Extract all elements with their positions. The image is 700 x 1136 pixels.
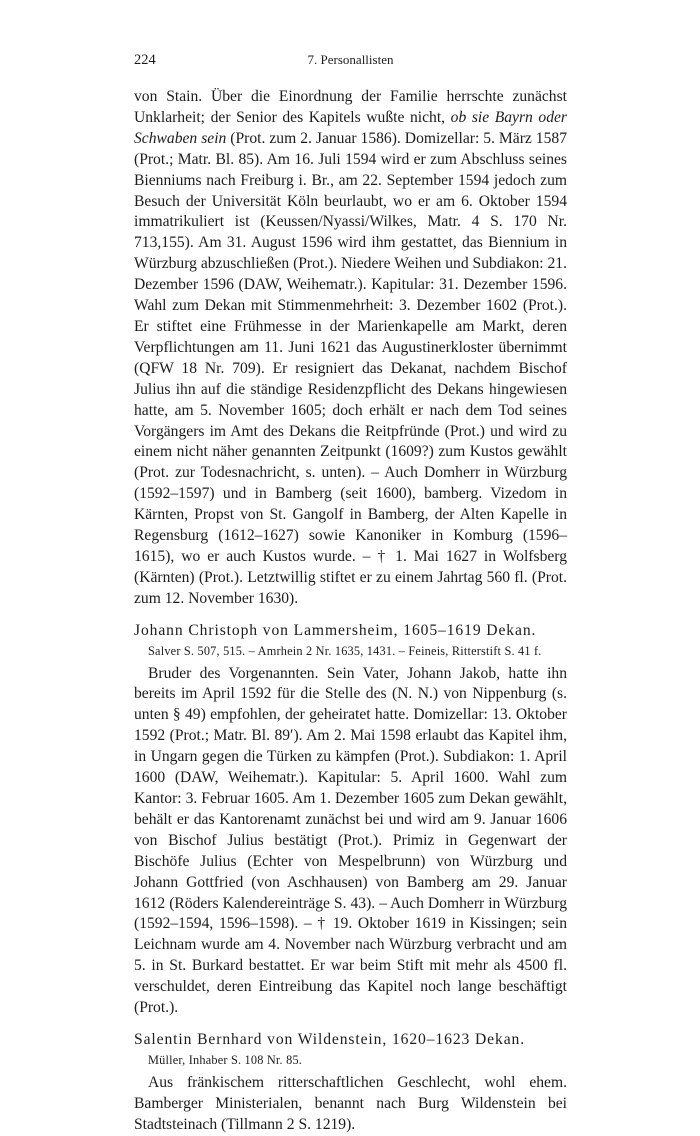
continued-paragraph [134,87,567,610]
page-number: 224 [134,52,156,68]
entry-heading-lammersheim: Johann Christoph von Lammersheim, 1605–1619 Dekan. [134,621,537,639]
text-run: von Stain. Über die Einordnung der Familie herrschte zunächst Unklarheit; der Senior des Kapitels wußte nicht, [134,88,567,126]
italic-quote: ob sie Bayrn oder Schwaben sein [134,108,567,147]
running-head: 7. Personallisten [307,52,394,67]
entry-references-wildenstein: Müller, Inhaber S. 108 Nr. 85. [148,1052,303,1067]
page-header [134,52,567,72]
entry-references-lammersheim: Salver S. 507, 515. – Amrhein 2 Nr. 1635, 1431. – Feineis, Ritterstift S. 41 f. [148,643,542,658]
page-content [134,87,567,1136]
entry-heading-wildenstein: Salentin Bernhard von Wildenstein, 1620–1623 Dekan. [134,1030,526,1048]
text-run: (Prot. zum 2. Januar 1586). Domizellar: 5. März 1587 (Prot.; Matr. Bl. 85). Am 16. Juli 1594 wird er zum Abschluss seines Bienniums nach Freiburg i. Br., am 22. September 1594 jedoch zum Besuch der Universität Köln beurlaubt, wo er am 6. Oktober 1594 immatrikuliert ist (Keussen/Nyassi/Wilkes, Matr. 4 S. 170 Nr. 713,155). Am 31. August 1596 wird ihm gestattet, das Biennium in Würzburg abzuschließen (Prot.). Niedere Weihen und Subdiakon: 21. Dezember 1596 (DAW, Weihematr.). Kapitular: 31. Dezember 1596. Wahl zum Dekan mit Stimmenmehrheit: 3. Dezember 1602 (Prot.). Er stiftet eine Frühmesse in der Marienkapelle am Markt, deren Verpflichtungen am 11. Juni 1621 das Augustinerkloster übernimmt (QFW 18 Nr. 709). Er resigniert das Dekanat, nachdem Bischof Julius ihn auf die ständige Residenzpflicht des Dekans hingewiesen hatte, am 5. November 1605; doch erhält er nach dem Tod seines Vorgängers im Amt des Dekans die Reitpfründe (Prot.) und wird zu einem nicht näher genannten Zeitpunkt (1609?) zum Kustos gewählt (Prot. zur Todesnachricht, s. unten). – Auch Domherr in Würzburg (1592–1597) und in Bamberg (seit 1600), bamberg. Vizedom in Kärnten, Propst von St. Gangolf in Bamberg, der Alten Kapelle in Regensburg (1612–1627) sowie Kanoniker in Komburg (1596–1615), wo er auch Kustos wurde. – † 1. Mai 1627 in Wolfsberg (Kärnten) (Prot.). Letztwillig stiftet er zu einem Jahrtag 560 fl. (Prot. zum 12. November 1630). [134,129,567,607]
entry-body-lammersheim: Bruder des Vorgenannten. Sein Vater, Johann Jakob, hatte ihn bereits im April 1592 für die Stelle des (N. N.) von Nippenburg (s. unten § 49) empfohlen, der geheiratet hatte. Domizellar: 13. Oktober 1592 (Prot.; Matr. Bl. 89′). Am 2. Mai 1598 erlaubt das Kapitel ihm, in Ungarn gegen die Türken zu kämpfen (Prot.). Subdiakon: 1. April 1600 (DAW, Weihematr.). Kapitular: 5. April 1600. Wahl zum Kantor: 3. Februar 1605. Am 1. Dezember 1605 zum Dekan gewählt, behält er das Kantorenamt zunächst bei und wird am 9. Januar 1606 von Bischof Julius bestätigt (Prot.). Primiz in Gegenwart der Bischöfe Julius (Echter von Mespelbrunn) von Würzburg und Johann Gottfried (von Aschhausen) von Bamberg am 29. Januar 1612 (Röders Kalendereinträge S. 43). – Auch Domherr in Würzburg (1592–1594, 1596–1598). – † 19. Oktober 1619 in Kissingen; sein Leichnam wurde am 4. November nach Würzburg verbracht und am 5. in St. Burkard bestattet. Er war beim Stift mit mehr als 4500 fl. verschuldet, deren Eintreibung das Kapitel noch lange beschäftigt (Prot.). [134,664,567,1017]
entry-body-wildenstein: Aus fränkischem ritterschaftlichen Geschlecht, wohl ehem. Bamberger Ministerialen, benannt nach Burg Wildenstein bei Stadtsteinach (Tillmann 2 S. 1219). [134,1073,567,1133]
